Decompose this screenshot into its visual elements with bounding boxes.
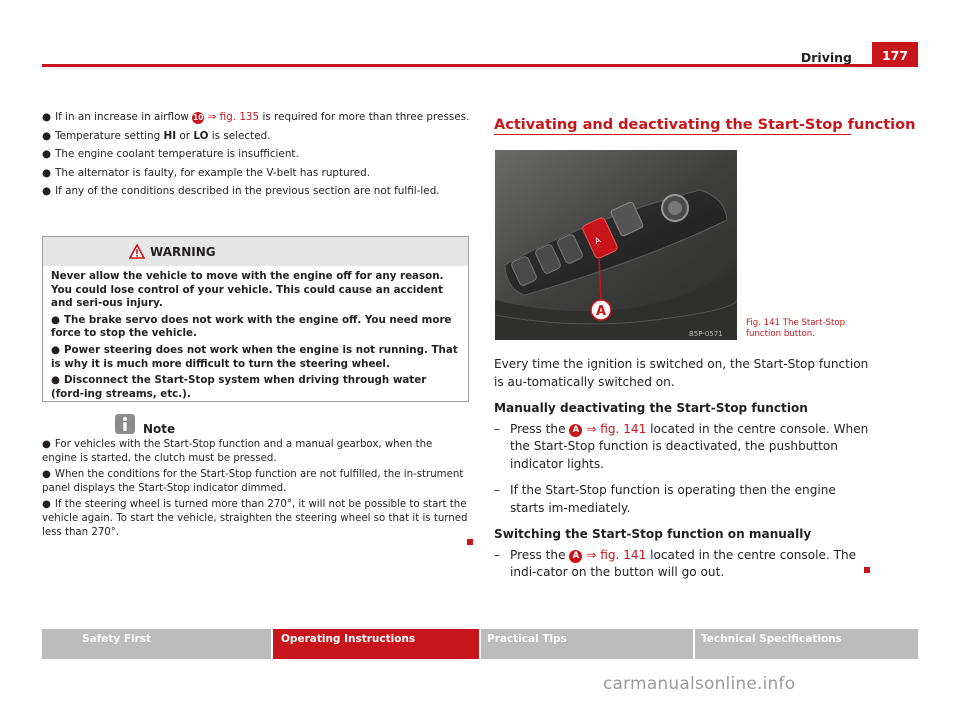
figure-code: B5P-0571 bbox=[689, 330, 723, 338]
bullet-icon: ● bbox=[51, 343, 60, 356]
warning-title: WARNING bbox=[150, 245, 216, 259]
list-item: ● The brake servo does not work with the engine off. You need more force to stop the vehicle. bbox=[51, 313, 452, 340]
bullet-icon: ● bbox=[42, 499, 51, 511]
list-item: – Press the A ⇒ fig. 141 located in the centre console. When the Start-Stop function is deactivated, the pushbutton indicator lights. bbox=[494, 421, 869, 471]
section-title: Activating and deactivating the Start-Stop function bbox=[494, 117, 916, 133]
button-label: A bbox=[593, 235, 603, 246]
reference-marker: 10 bbox=[193, 113, 204, 122]
bullet-icon: ● bbox=[42, 148, 52, 161]
page-number: 177 bbox=[881, 48, 909, 63]
reference-marker: A bbox=[569, 550, 582, 563]
warning-box bbox=[42, 236, 469, 402]
start-stop-button-photo bbox=[495, 150, 737, 340]
bullet-icon: ● bbox=[42, 469, 51, 481]
warning-icon bbox=[129, 244, 145, 259]
deactivate-heading: Manually deactivating the Start-Stop function bbox=[494, 401, 808, 415]
bullet-icon: ● bbox=[51, 313, 60, 326]
list-item: ● If any of the conditions described in the previous section are not fulfil-led. bbox=[42, 185, 440, 198]
bullet-icon: ● bbox=[42, 166, 52, 179]
figure-link[interactable]: ⇒ fig. 141 bbox=[586, 421, 647, 436]
list-item: – Press the A ⇒ fig. 141 located in the centre console. The indi-cator on the button will go out. bbox=[494, 547, 857, 579]
dash-icon: – bbox=[494, 421, 501, 436]
list-item: ● The engine coolant temperature is insufficient. bbox=[42, 148, 299, 161]
bullet-icon: ● bbox=[42, 439, 51, 450]
reference-marker: A bbox=[569, 424, 582, 437]
list-item: ● The alternator is faulty, for example the V-belt has ruptured. bbox=[42, 166, 370, 179]
dash-icon: – bbox=[494, 547, 501, 562]
warning-body bbox=[51, 270, 461, 404]
end-marker-icon bbox=[467, 539, 473, 545]
watermark: carmanualsonline.info bbox=[603, 674, 796, 694]
warning-header bbox=[43, 237, 468, 266]
list-item: – If the Start-Stop function is operating then the engine starts im-mediately. bbox=[494, 483, 836, 515]
list-item: ● If the steering wheel is turned more than 270°, it will not be possible to start the vehicle again. To start the vehicle, straighten the steering wheel so that it is turned less than 270°. bbox=[42, 499, 468, 538]
footer-tab-safety-first[interactable]: Safety First bbox=[42, 629, 271, 659]
list-item: ● If in an increase in airflow 10 ⇒ fig. 135 is required for more than three presses. bbox=[42, 111, 470, 123]
list-item: ● For vehicles with the Start-Stop function and a manual gearbox, when the engine is started, the clutch must be pressed. bbox=[42, 439, 433, 464]
note-icon bbox=[115, 414, 135, 434]
list-item: ● Power steering does not work when the engine is not running. That is why it is much more difficult to turn the steering wheel. bbox=[51, 343, 458, 370]
conditions-list bbox=[42, 111, 470, 204]
intro-paragraph: Every time the ignition is switched on, the Start-Stop function is au-tomatically switched on. bbox=[494, 357, 869, 389]
activate-heading: Switching the Start-Stop function on manually bbox=[494, 527, 812, 541]
section-rule bbox=[494, 134, 851, 135]
end-marker-icon bbox=[864, 567, 870, 573]
list-item: ● Temperature setting HI or LO is selected. bbox=[42, 129, 271, 142]
list-item: ● When the conditions for the Start-Stop function are not fulfilled, the in-strument panel displays the Start-Stop indicator dimmed. bbox=[42, 469, 464, 494]
bullet-icon: ● bbox=[42, 185, 52, 198]
header-section-title: Driving bbox=[800, 50, 852, 65]
note-title: Note bbox=[143, 422, 176, 436]
list-item: ● Disconnect the Start-Stop system when driving through water (ford-ing streams, etc.). bbox=[51, 374, 427, 400]
figure-link[interactable]: ⇒ fig. 141 bbox=[586, 547, 647, 562]
dash-icon: – bbox=[494, 483, 501, 497]
warning-lead: Never allow the vehicle to move with the engine off for any reason. You could lose control of your vehicle. This could cause an accident and seri-ous injury. bbox=[51, 270, 444, 310]
footer-tab-practical-tips[interactable]: Practical Tips bbox=[481, 629, 693, 659]
start-stop-instructions bbox=[494, 356, 874, 582]
bullet-icon: ● bbox=[42, 129, 52, 142]
callout-label: A bbox=[596, 304, 607, 319]
bullet-icon: ● bbox=[51, 374, 60, 387]
header-rule bbox=[42, 64, 918, 67]
figure-caption: Fig. 141 The Start-Stop function button. bbox=[746, 318, 846, 339]
footer-tab-operating-instructions[interactable]: Operating Instructions bbox=[273, 629, 479, 659]
figure-link[interactable]: ⇒ fig. 135 bbox=[207, 111, 260, 123]
footer-tab-technical-specifications[interactable]: Technical Specifications bbox=[695, 629, 918, 659]
bullet-icon: ● bbox=[42, 111, 52, 123]
note-body bbox=[42, 438, 470, 542]
